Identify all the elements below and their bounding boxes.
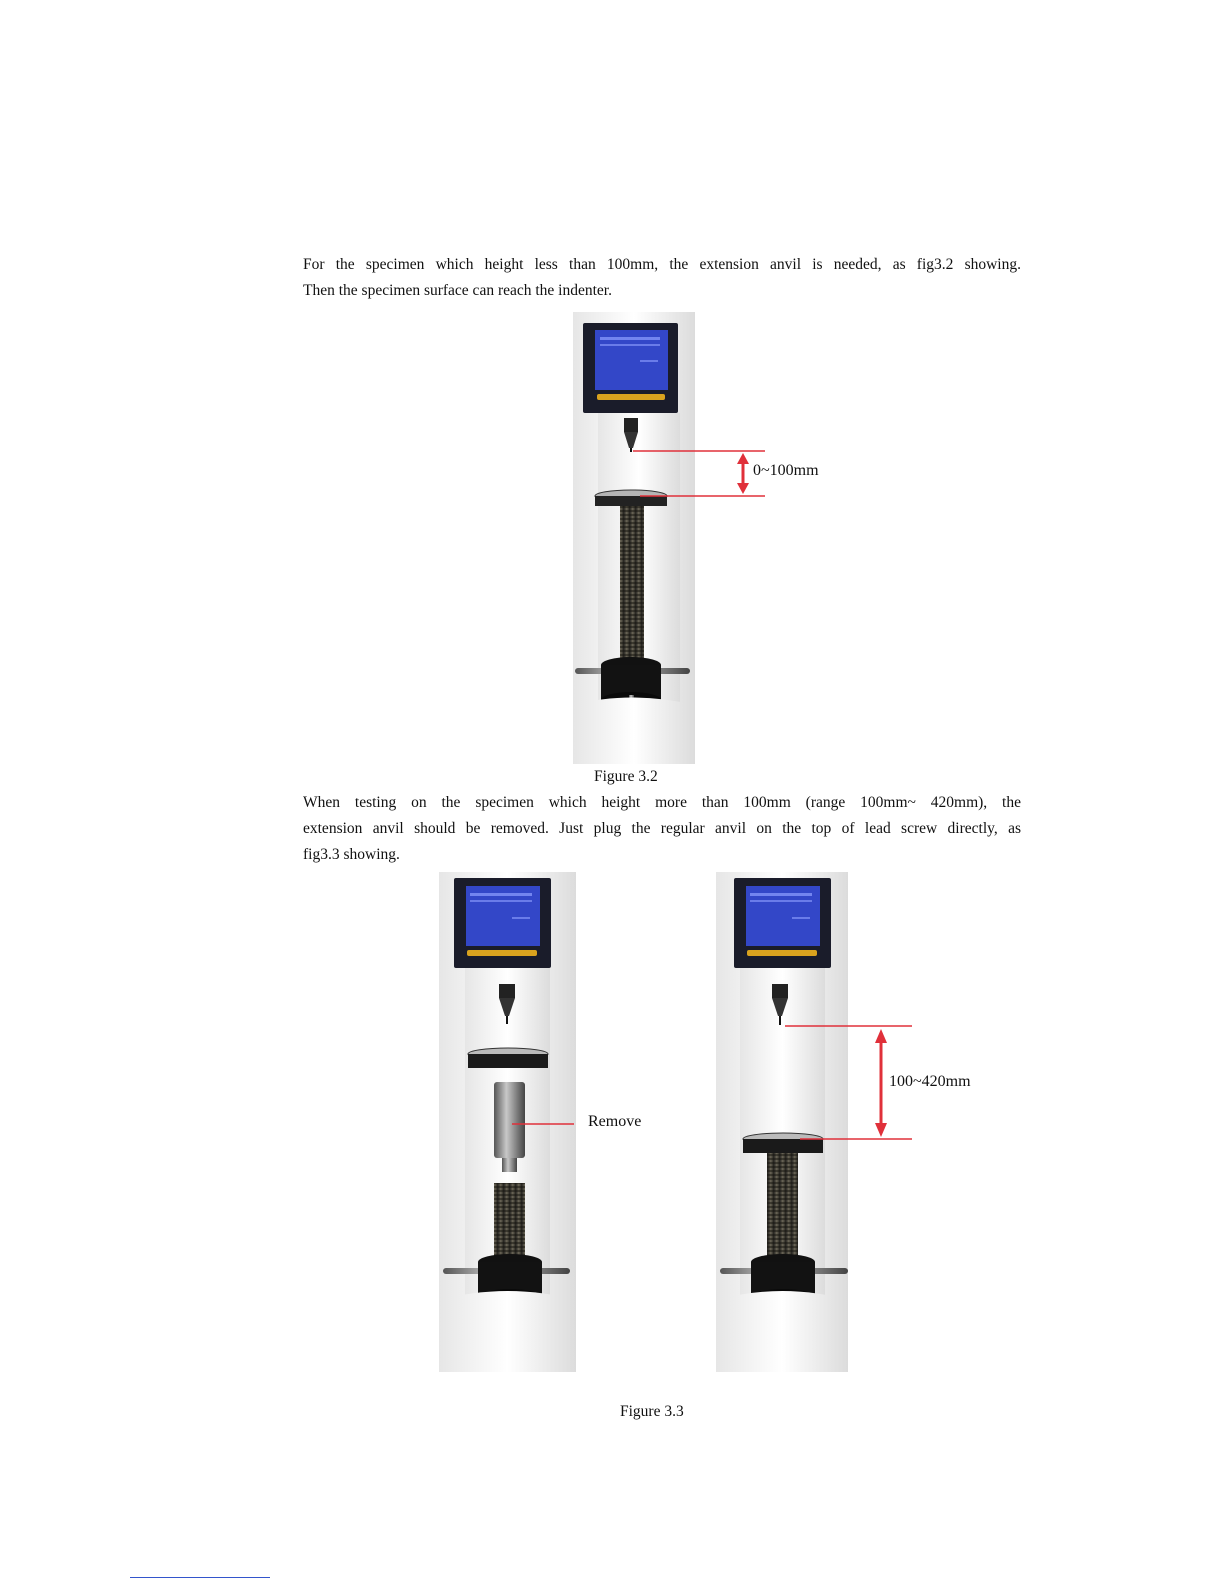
figure-3-3-caption: Figure 3.3 [620, 1403, 684, 1420]
intro-line-1: For the specimen which height less than 100mm, the extension anvil is needed, as fig3.2 showing. [303, 256, 1021, 273]
figure-3-2-machine [573, 312, 765, 764]
figure-3-2-range-label: 0~100mm [753, 462, 819, 479]
removal-line-3: fig3.3 showing. [303, 846, 400, 863]
figure-3-3-right-machine [716, 872, 912, 1372]
removal-line-1: When testing on the specimen which height more than 100mm (range 100mm~ 420mm), the [303, 794, 1021, 811]
figure-3-2-caption: Figure 3.2 [594, 768, 658, 785]
remove-label: Remove [588, 1113, 642, 1130]
figure-3-3-range-label: 100~420mm [889, 1073, 971, 1090]
intro-line-2: Then the specimen surface can reach the indenter. [303, 282, 612, 299]
removal-paragraph [303, 790, 1021, 868]
removal-line-2: extension anvil should be removed. Just plug the regular anvil on the top of lead screw directly, as [303, 820, 1021, 837]
footnote-divider [130, 1577, 270, 1578]
figure-3-3-left-machine [439, 872, 576, 1372]
